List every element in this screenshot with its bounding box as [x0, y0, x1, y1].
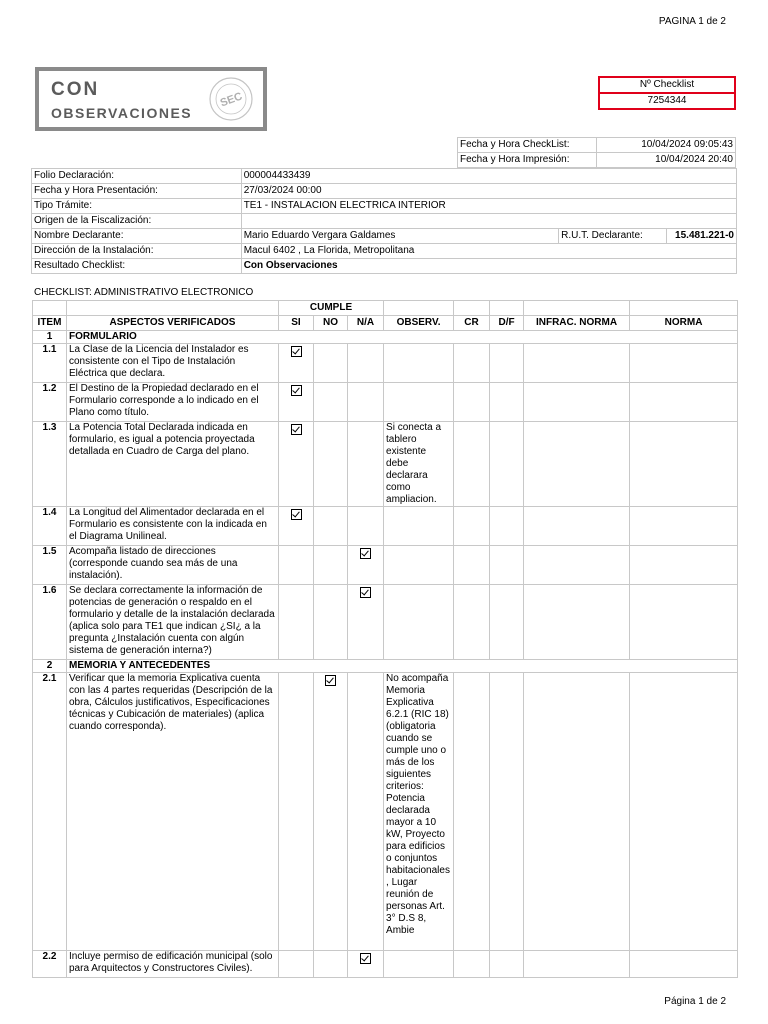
infrac-header: INFRAC. NORMA — [524, 316, 630, 331]
row-observ — [384, 383, 454, 422]
stamp-line1: CON — [51, 79, 100, 100]
rut-label: R.U.T. Declarante: — [559, 229, 667, 244]
df-header: D/F — [490, 316, 524, 331]
row-text: La Longitud del Alimentador declarada en el Formulario es consistente con la indicada en el Diagrama Unilineal. — [67, 507, 279, 546]
row-text: El Destino de la Propiedad declarado en el Formulario corresponde a lo indicado en el Plano como título. — [67, 383, 279, 422]
checkbox-checked-icon — [360, 587, 371, 598]
cumple-header: CUMPLE — [279, 301, 384, 316]
checkbox-checked-icon — [291, 424, 302, 435]
sec-seal-icon — [207, 75, 255, 123]
row-item: 1.3 — [33, 422, 67, 507]
checkbox-checked-icon — [325, 675, 336, 686]
table-row — [33, 383, 738, 422]
info-label: Fecha y Hora Presentación: — [32, 184, 242, 199]
row-observ — [384, 546, 454, 585]
checkbox-checked-icon — [291, 346, 302, 357]
print-date-row — [458, 153, 736, 168]
checklist-number: 7254344 — [600, 92, 734, 108]
info-label: Folio Declaración: — [32, 169, 242, 184]
row-text: La Potencia Total Declarada indicada en formulario, es igual a potencia proyectada detallada en Cuadro de Carga del plano. — [67, 422, 279, 507]
rut-value: 15.481.221-0 — [667, 229, 737, 244]
row-item: 1.6 — [33, 585, 67, 660]
date-value: 10/04/2024 09:05:43 — [597, 138, 736, 153]
row-text: La Clase de la Licencia del Instalador es consistente con el Tipo de Instalación Eléctrica que declara. — [67, 344, 279, 383]
checklist-table — [32, 300, 738, 978]
group-title: MEMORIA Y ANTECEDENTES — [67, 660, 738, 673]
row-item: 2.1 — [33, 673, 67, 951]
checklist-section-title: CHECKLIST: ADMINISTRATIVO ELECTRONICO — [34, 287, 254, 298]
row-observ — [384, 507, 454, 546]
group-row — [33, 331, 738, 344]
checklist-label: Nº Checklist — [639, 79, 695, 90]
row-text: Verificar que la memoria Explicativa cuenta con las 4 partes requeridas (Descripción de la obra, Cálculos justificativos, Especificaciones técnicas y Cubicación de materiales) (aplica cuando corresponda). — [67, 673, 279, 951]
observ-header: OBSERV. — [384, 316, 454, 331]
norma-header: NORMA — [630, 316, 738, 331]
page-number-top: PAGINA 1 de 2 — [658, 16, 726, 27]
info-label: Origen de la Fiscalización: — [32, 214, 242, 229]
origin-value — [241, 214, 736, 229]
folio-value: 000004433439 — [241, 169, 736, 184]
checkbox-checked-icon — [291, 385, 302, 396]
header-row-2 — [33, 316, 738, 331]
row-text: Acompaña listado de direcciones (corresponde cuando sea más de una instalación). — [67, 546, 279, 585]
table-row — [33, 585, 738, 660]
info-label: Dirección de la Instalación: — [32, 244, 242, 259]
row-item: 1.2 — [33, 383, 67, 422]
table-row — [33, 422, 738, 507]
row-observ — [384, 951, 454, 978]
checkbox-checked-icon — [360, 953, 371, 964]
row-observ — [384, 344, 454, 383]
address-value: Macul 6402 , La Florida, Metropolitana — [241, 244, 736, 259]
table-row — [33, 546, 738, 585]
table-row — [33, 507, 738, 546]
status-stamp — [35, 67, 267, 131]
declarant-name-value: Mario Eduardo Vergara Galdames — [241, 229, 558, 244]
table-row — [33, 344, 738, 383]
info-label: Resultado Checklist: — [32, 259, 242, 274]
table-row — [33, 951, 738, 978]
row-item: 1.4 — [33, 507, 67, 546]
cr-header: CR — [454, 316, 490, 331]
declaration-info-table — [31, 168, 737, 274]
group-row — [33, 660, 738, 673]
seal-text: SEC — [218, 90, 245, 110]
row-text: Se declara correctamente la información de potencias de generación o respaldo en el formulario y detalle de la instalación declarada (aplica solo para TE1 que indican ¿SI¿ a la pregunta ¿Instalación cuenta con algún sistema de generación interna?) — [67, 585, 279, 660]
date-label: Fecha y Hora CheckList: — [458, 138, 597, 153]
si-header: SI — [279, 316, 314, 331]
row-text: Incluye permiso de edificación municipal (solo para Arquitectos y Constructores Civiles). — [67, 951, 279, 978]
group-item: 1 — [33, 331, 67, 344]
date-value: 10/04/2024 20:40 — [597, 153, 736, 168]
row-item: 1.1 — [33, 344, 67, 383]
no-header: NO — [314, 316, 348, 331]
header-row-1 — [33, 301, 738, 316]
info-label: Nombre Declarante: — [32, 229, 242, 244]
page-number-bottom: Página 1 de 2 — [664, 996, 726, 1007]
date-label: Fecha y Hora Impresión: — [458, 153, 597, 168]
na-header: N/A — [348, 316, 384, 331]
info-label: Tipo Trámite: — [32, 199, 242, 214]
row-observ: No acompaña Memoria Explicativa 6.2.1 (RIC 18) (obligatoria cuando se cumple uno o más de los siguientes criterios: Potencia declarada mayor a 10 kW, Proyecto para edificios o conjuntos habitacionales , Lugar reunión de personas Art. 3° D.S 8, Ambie — [384, 673, 454, 951]
checklist-number-box — [598, 76, 736, 110]
item-header: ITEM — [33, 316, 67, 331]
row-item: 2.2 — [33, 951, 67, 978]
checklist-date-row — [458, 138, 736, 153]
presentation-date-value: 27/03/2024 00:00 — [241, 184, 736, 199]
row-observ: Si conecta a tablero existente debe declarara como ampliacion. — [384, 422, 454, 507]
row-item: 1.5 — [33, 546, 67, 585]
checkbox-checked-icon — [291, 509, 302, 520]
procedure-type-value: TE1 - INSTALACION ELECTRICA INTERIOR — [241, 199, 736, 214]
checkbox-checked-icon — [360, 548, 371, 559]
group-title: FORMULARIO — [67, 331, 738, 344]
aspectos-header: ASPECTOS VERIFICADOS — [67, 316, 279, 331]
dates-table — [457, 137, 736, 168]
stamp-line2: OBSERVACIONES — [51, 105, 193, 121]
result-value: Con Observaciones — [241, 259, 736, 274]
group-item: 2 — [33, 660, 67, 673]
row-observ — [384, 585, 454, 660]
table-row — [33, 673, 738, 951]
